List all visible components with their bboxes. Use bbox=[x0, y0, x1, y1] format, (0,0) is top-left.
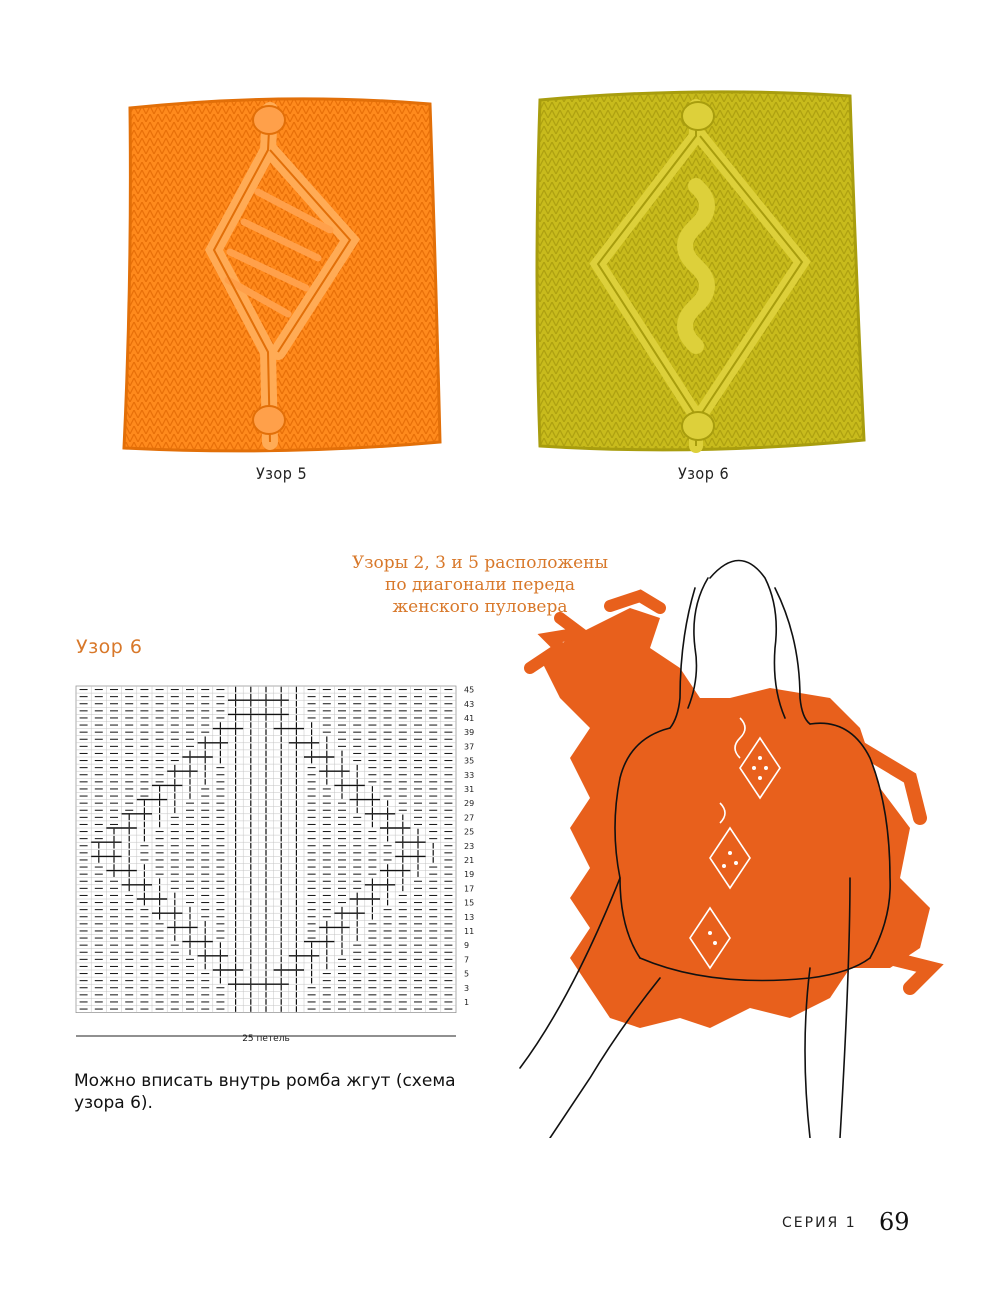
swatch-caption-pattern-5: Узор 5 bbox=[256, 464, 308, 483]
layout-note-line: Узоры 2, 3 и 5 расположены bbox=[351, 553, 609, 573]
chart-row-label: 39 bbox=[464, 728, 475, 738]
chart-row-label: 17 bbox=[464, 884, 475, 894]
chart-row-label: 43 bbox=[464, 699, 475, 709]
chart-title: Узор 6 bbox=[76, 636, 143, 658]
swatch-caption-pattern-6: Узор 6 bbox=[678, 464, 730, 483]
chart-row-label: 3 bbox=[464, 983, 470, 993]
chart-caption-line: узора 6). bbox=[74, 1093, 153, 1113]
chart-row-label: 1 bbox=[464, 997, 470, 1007]
footer-series: СЕРИЯ 1 bbox=[782, 1215, 857, 1231]
chart-row-label: 41 bbox=[464, 713, 475, 723]
chart-row-label: 25 bbox=[464, 827, 475, 837]
page-number: 69 bbox=[879, 1208, 910, 1236]
chart-row-label: 19 bbox=[464, 870, 475, 880]
swatch-photo-pattern-6 bbox=[528, 86, 868, 466]
layout-note-line: женского пуловера bbox=[392, 597, 568, 617]
paint-splash bbox=[540, 608, 930, 1028]
swatch-photo-pattern-5 bbox=[118, 90, 448, 470]
chart-row-label: 29 bbox=[464, 799, 475, 809]
chart-row-label: 7 bbox=[464, 955, 470, 965]
knitting-chart bbox=[74, 680, 484, 1052]
chart-row-label: 15 bbox=[464, 898, 475, 908]
chart-row-label: 23 bbox=[464, 841, 475, 851]
chart-grid bbox=[76, 686, 456, 1013]
chart-caption bbox=[74, 1070, 484, 1114]
chart-row-label: 11 bbox=[464, 926, 475, 936]
chart-row-label: 21 bbox=[464, 855, 475, 865]
chart-row-label: 27 bbox=[464, 813, 475, 823]
chart-row-label: 13 bbox=[464, 912, 475, 922]
pullover-illustration bbox=[510, 548, 950, 1138]
chart-row-label: 31 bbox=[464, 784, 475, 794]
chart-row-label: 5 bbox=[464, 969, 470, 979]
chart-width-label: 25 петель bbox=[242, 1034, 290, 1044]
chart-row-labels bbox=[464, 686, 474, 1007]
chart-row-label: 35 bbox=[464, 756, 475, 766]
chart-row-label: 37 bbox=[464, 742, 475, 752]
chart-row-label: 9 bbox=[464, 941, 470, 951]
chart-row-label: 45 bbox=[464, 685, 475, 695]
chart-caption-line: Можно вписать внутрь ромба жгут (схема bbox=[74, 1071, 456, 1091]
chart-row-label: 33 bbox=[464, 770, 475, 780]
layout-note-line: по диагонали переда bbox=[385, 575, 575, 595]
